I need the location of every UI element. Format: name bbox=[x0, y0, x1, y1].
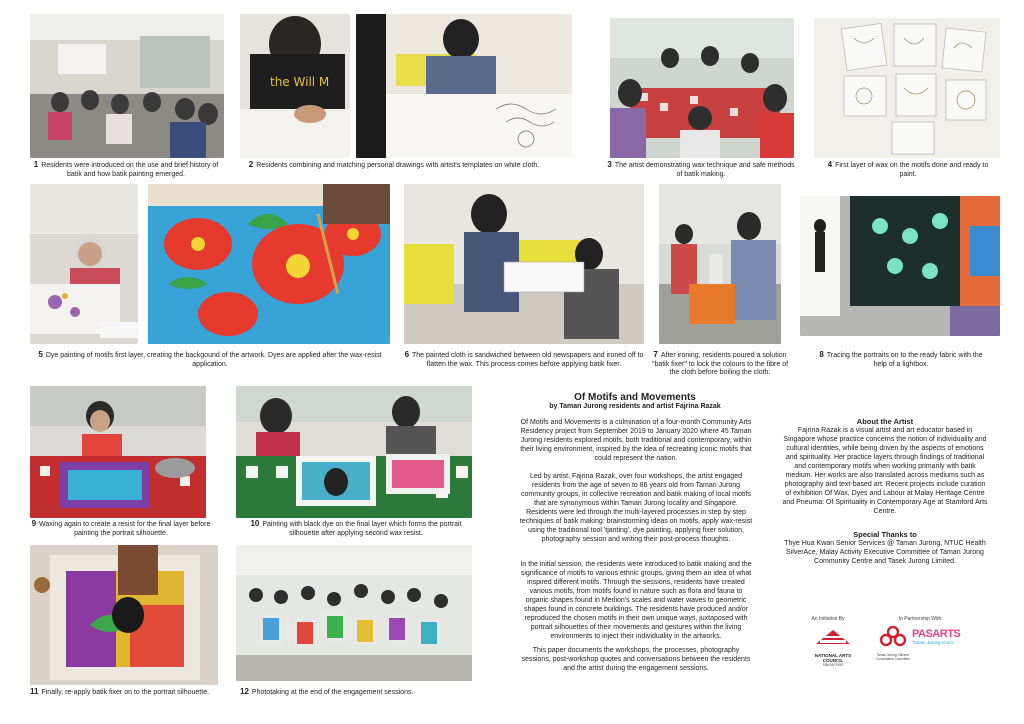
caption-4 bbox=[824, 161, 992, 179]
caption-number: 5 bbox=[38, 350, 43, 359]
caption-number: 3 bbox=[607, 160, 612, 169]
caption-5 bbox=[30, 351, 390, 369]
photo-4-wax-motifs bbox=[814, 18, 1000, 158]
nac-name: NATIONAL ARTS COUNCIL bbox=[814, 653, 852, 663]
caption-number: 11 bbox=[30, 687, 39, 696]
caption-10 bbox=[246, 520, 466, 538]
caption-number: 8 bbox=[819, 350, 824, 359]
photo-12-group-photo bbox=[236, 545, 472, 681]
tj-ccc-text: Taman Jurong Citizens' Consultative Committee bbox=[876, 653, 910, 661]
caption-number: 1 bbox=[33, 160, 39, 169]
about-body: Fajrina Razak is a visual artist and art educator based in Singapore whose practice concerns the notion of individuality and cultural identities, while being driven by the aspects of emotions and spirituality. Her practice layers through findings of traditional and contemporary motifs when working primarily with batik medium. Her works are also translated across mediums such as photography and text-based art. Recent projects include curation of exhibition Of Wax, Dyes and Labour at Malay Heritage Centre and Pneuma: Of Spirituality in Contemporary Age at Stamford Arts Centre. bbox=[782, 427, 988, 515]
photo-11-fixer-silhouette bbox=[30, 545, 218, 685]
caption-7 bbox=[650, 351, 790, 378]
photo-10-black-dye bbox=[236, 386, 472, 518]
caption-number: 2 bbox=[248, 160, 254, 169]
caption-number: 7 bbox=[653, 350, 658, 359]
caption-text: Phototaking at the end of the engagement sessions. bbox=[251, 689, 414, 696]
caption-3 bbox=[604, 161, 798, 179]
tj-ccc-logo bbox=[876, 626, 910, 666]
article-paragraph-2: Led by artist, Fajrina Razak, over four workshops, the artist engaged residents from the age of seven to 86 years old from Taman Jurong community groups, in collective recreation and batik making of local motifs that are synonymous within Taman Jurong locality and Singapore. Residents were led through the multi-layered processes in step by step techniques of batik making: brainstorming ideas on motifs, apply wax-resist using the traditional tool 'tjanting', dye painting, applying fixer solution, photography session and writing their post-process thoughts. bbox=[519, 473, 753, 543]
caption-number: 6 bbox=[404, 350, 410, 359]
caption-2 bbox=[244, 161, 544, 171]
caption-1 bbox=[28, 161, 224, 179]
caption-text: Residents combining and matching personal drawings with artist's templates on white cloth. bbox=[256, 162, 540, 169]
photo-7-batik-fixer bbox=[659, 184, 781, 344]
photo-5a-dye-painting bbox=[30, 184, 138, 344]
caption-number: 12 bbox=[240, 687, 249, 696]
svg-text:the Will M: the Will M bbox=[270, 75, 330, 89]
caption-text: The painted cloth is sandwiched between old newspapers and ironed off to flatten the wax. This process comes before applying batik fixer. bbox=[412, 352, 644, 368]
caption-number: 10 bbox=[250, 519, 260, 528]
caption-text: After ironing, residents poured a solution "batik fixer" to lock the colours to the fibre of the cloth before boiling the cloth. bbox=[651, 352, 789, 376]
article-title: Of Motifs and Movements bbox=[574, 392, 696, 403]
nac-logo bbox=[806, 626, 860, 666]
caption-text: First layer of wax on the motifs done and ready to paint. bbox=[835, 162, 989, 178]
caption-text: Dye painting of motifs first layer, creating the backgound of the artwork. Dyes are applied after the wax-resist application. bbox=[45, 352, 382, 368]
photo-2b-drawing bbox=[356, 14, 572, 158]
article-subtitle: by Taman Jurong residents and artist Fajrina Razak bbox=[549, 403, 721, 410]
article-paragraph-1: Of Motifs and Movements is a culmination of a four-month Community Arts Residency project from September 2019 to January 2020 where 45 Taman Jurong residents explored motifs, both traditional and contemporary, within their living environment, inspired by the idea of recreating iconic motifs that could represent the nation. bbox=[520, 419, 752, 462]
caption-text: The artist demonstrating wax technique and safe methods of batik making. bbox=[614, 162, 795, 178]
caption-9 bbox=[28, 520, 214, 538]
about-heading: About the Artist bbox=[856, 417, 914, 426]
caption-6 bbox=[404, 351, 644, 369]
photo-5b-dye-closeup bbox=[148, 184, 390, 344]
pasarts-sub: Taman Jurong CACC bbox=[912, 640, 955, 645]
caption-number: 9 bbox=[31, 519, 37, 528]
nac-sub: SINGAPORE bbox=[822, 663, 844, 667]
photo-9-waxing bbox=[30, 386, 206, 518]
photo-6-ironing bbox=[404, 184, 644, 344]
photo-2a-drawing bbox=[240, 14, 350, 158]
caption-text: Waxing again to create a resist for the final layer before painting the portrait silhouette. bbox=[39, 521, 211, 537]
caption-8 bbox=[812, 351, 990, 369]
photo-1-briefing bbox=[30, 14, 224, 158]
caption-12 bbox=[240, 688, 460, 698]
article-paragraph-4: This paper documents the workshops, the processes, photography sessions, post-workshop quotes and conversations between the residents and the artist during the engagement sessions. bbox=[521, 647, 751, 672]
partnership-label: In Partnership With bbox=[898, 616, 942, 622]
caption-text: Painting with black dye on the final layer which forms the portrait silhouette after applying second wax resist. bbox=[262, 521, 462, 537]
article-paragraph-3: In the initial session, the residents were introduced to batik making and the significance of motifs to various ethnic groups, giving them an idea of what inspired different motifs. Through the sessions, residents have created various motifs, from motifs found in nature such as flora and fauna to organic shapes found in Merlion's scales and water waves to geometric shapes found in concrete buildings. The residents have produced and/or reproduced the chosen motifs in their own unique ways, juxtaposed with portrait silhouettes of their movements and gestures within the living environments to inject their individuality in the artworks. bbox=[520, 561, 752, 640]
initiative-label: An Initiative By bbox=[811, 616, 845, 622]
caption-11 bbox=[30, 688, 230, 698]
thanks-body: Thye Hua Kwan Senior Services @ Taman Jurong, NTUC Health SilverAce, Malay Activity Executive Committee of Taman Jurong Community Centre and Tasek Jurong Limited. bbox=[784, 540, 986, 565]
caption-text: Residents were introduced on the use and brief history of batik and how batik painting emerged. bbox=[41, 162, 219, 178]
pasarts-logo bbox=[912, 628, 966, 658]
caption-text: Finally, re-apply batik fixer on to the portrait silhouette. bbox=[41, 689, 210, 696]
thanks-heading: Special Thanks to bbox=[853, 530, 917, 539]
caption-text: Tracing the portraits on to the ready fabric with the help of a lightbox. bbox=[826, 352, 983, 368]
pasarts-name: PASARTS bbox=[912, 628, 961, 640]
caption-number: 4 bbox=[827, 160, 833, 169]
photo-3-demonstration bbox=[610, 18, 794, 158]
photo-8-lightbox bbox=[800, 196, 1000, 336]
